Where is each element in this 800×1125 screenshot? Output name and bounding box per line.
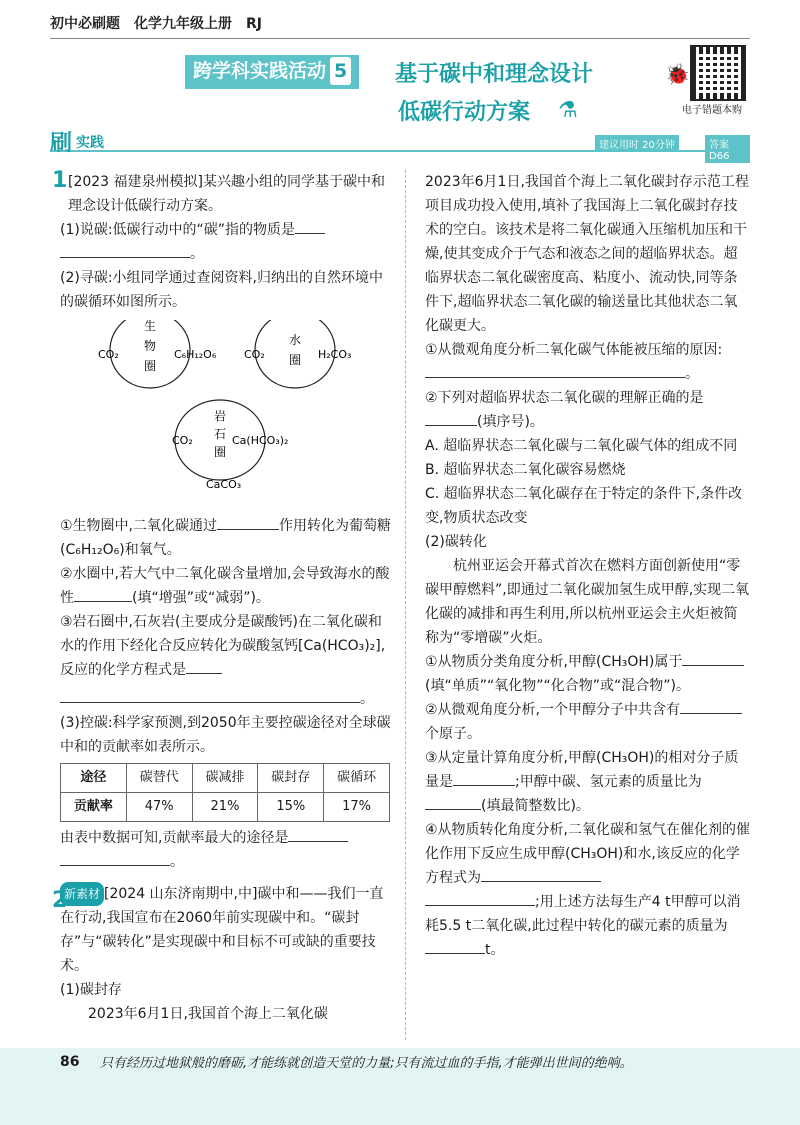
q2-b1-text: ①从物质分类角度分析,甲醇(CH₃OH)属于 (425, 654, 683, 670)
rock-label-1: 岩 (214, 409, 227, 423)
q2-para1-start: 2023年6月1日,我国首个海上二氧化碳 (88, 1006, 328, 1022)
q2-b2 (425, 698, 750, 746)
page-number: 86 (60, 1054, 80, 1070)
table-cell: 碳替代 (126, 764, 192, 793)
q2-a1-text: ①从微观角度分析二氧化碳气体能被压缩的原因: (425, 342, 723, 358)
answer-blank[interactable] (425, 953, 485, 954)
h2co3-label: H₂CO₃ (318, 348, 352, 361)
q2-b1 (425, 650, 750, 698)
table-cell: 47% (126, 793, 192, 822)
bio-label-3: 圈 (144, 359, 157, 373)
q1-sub1-text: ①生物圈中,二氧化碳通过 (60, 518, 218, 534)
section-bar (50, 128, 750, 162)
section-label: 实践 (76, 135, 104, 151)
q1-sub3-text: ③岩石圈中,石灰岩(主要成分是碳酸钙)在二氧化碳和水的作用下经化合反应转化为碳酸氢钙[Ca(HCO₃)₂],反应的化学方程式是 (60, 614, 386, 678)
q2-b3-mid: ;甲醇中碳、氢元素的质量比为 (515, 774, 702, 790)
q1-part2: (2)寻碳:小组同学通过查阅资料,归纳出的自然环境中的碳循环如图所示。 (60, 270, 383, 310)
answer-blank[interactable] (680, 713, 742, 714)
answer-blank[interactable] (481, 881, 601, 882)
answer-blank[interactable] (60, 257, 190, 258)
footer-motto: 只有经历过地狱般的磨砺,才能练就创造天堂的力量;只有流过血的手指,才能弹出世间的绝响。 (100, 1056, 633, 1071)
q1-sub2-tail: (填“增强”或“减弱”)。 (132, 590, 270, 606)
q2-intro-text: [2024 山东济南期中,中]碳中和——我们一直在行动,我国宣布在2060年前实现碳中和。“碳封存”与“碳转化”是实现碳中和目标不可或缺的重要技术。 (60, 886, 384, 974)
q2-b2-tail: 个原子。 (425, 726, 481, 742)
answer-blank[interactable] (217, 529, 279, 530)
question-1-number: 1 (52, 168, 68, 193)
qr-code-icon[interactable] (690, 45, 746, 101)
q2-b4-tail: t。 (485, 942, 505, 958)
q2-b1-tail: (填“单质”“氧化物”“化合物”或“混合物”)。 (425, 678, 690, 694)
answer-blank[interactable] (425, 377, 685, 378)
q2-a2-text: ②下列对超临界状态二氧化碳的理解正确的是 (425, 390, 704, 406)
q2-b4 (425, 818, 750, 962)
title-line-1: 基于碳中和理念设计 (395, 62, 594, 87)
answer-blank[interactable] (60, 865, 170, 866)
q2-b4-mid: ;用上述方法每生产4 t甲醇可以消耗5.5 t二氧化碳,此过程中转化的碳元素的质量为 (425, 894, 741, 934)
water-label-1: 水 (289, 333, 302, 347)
q1-part1-text: (1)说碳:低碳行动中的“碳”指的物质是 (60, 222, 296, 238)
answer-blank[interactable] (74, 601, 132, 602)
table-cell: 碳封存 (258, 764, 324, 793)
answer-blank[interactable] (186, 673, 222, 674)
q2-b3 (425, 746, 750, 818)
bug-icon: 🐞 (665, 62, 690, 86)
table-header-row (61, 764, 390, 793)
caco3-label: CaCO₃ (206, 478, 242, 491)
page-header (0, 0, 800, 40)
period: 。 (170, 854, 184, 870)
left-column (60, 170, 395, 1026)
answer-blank[interactable] (425, 905, 535, 906)
q2-a2-tail: (填序号)。 (477, 414, 544, 430)
q2-para1: 2023年6月1日,我国首个海上二氧化碳封存示范工程项目成功投入使用,填补了我国海上二氧化碳封存技术的空白。该技术是将二氧化碳通入压缩机加压和干燥,使其变成介于气态和液态之间的超临界状态。超临界状态二氧化碳密度高、粘度小、流动快,同等条件下,超临界状态二氧化碳的输送量比其他状态二氧化碳更大。 (425, 174, 749, 334)
answer-blank[interactable] (453, 785, 515, 786)
period: 。 (190, 246, 204, 262)
cahco3-label: Ca(HCO₃)₂ (232, 434, 289, 447)
q2-b3-text: ③从定量计算角度分析,甲醇(CH₃OH)的相对分子质量是 (425, 750, 739, 790)
q2-b4-text: ④从物质转化角度分析,二氧化碳和氢气在催化剂的催化作用下反应生成甲醇(CH₃OH)和水,该反应的化学方程式为 (425, 822, 750, 886)
section-big-char: 刷 (50, 131, 73, 156)
right-column (425, 170, 750, 962)
rock-label-2: 石 (214, 427, 227, 441)
q2-a2 (425, 386, 750, 434)
q1-part4 (60, 826, 395, 874)
bio-label-1: 生 (144, 320, 157, 333)
q1-sub3 (60, 610, 395, 711)
q2-sub1-heading: (1)碳封存 (60, 982, 122, 998)
table-cell: 碳减排 (192, 764, 258, 793)
co2-label: CO₂ (244, 348, 265, 361)
q2-sub2-heading: (2)碳转化 (425, 534, 487, 550)
option-b: B. 超临界状态二氧化碳容易燃烧 (425, 462, 626, 478)
q1-sub2-text: ②水圈中,若大气中二氧化碳含量增加,会导致海水的酸性 (60, 566, 390, 606)
table-row (61, 793, 390, 822)
suggested-time: 建议用时 20分钟 (595, 135, 679, 152)
period: 。 (360, 691, 374, 707)
q2-para2: 杭州亚运会开幕式首次在燃料方面创新使用“零碳甲醇燃料”,即通过二氧化碳加氢生成甲醇,实现二氧化碳的减排和再生利用,所以杭州亚运会主火炬被简称为“零增碳”火炬。 (425, 558, 750, 646)
test-tubes-icon: ⚗ (558, 98, 578, 123)
table-cell: 17% (324, 793, 390, 822)
period: 。 (685, 366, 699, 382)
q1-sub1-tail: 作用转化为葡萄糖(C₆H₁₂O₆)和氧气。 (60, 518, 392, 558)
page-footer (0, 1048, 800, 1125)
q1-part1 (60, 218, 395, 266)
activity-number: 5 (330, 57, 351, 85)
activity-tag-label: 跨学科实践活动 (193, 60, 327, 82)
header-text: 初中必刷题 化学九年级上册 RJ (50, 16, 262, 32)
carbon-cycle-diagram (60, 320, 390, 500)
q1-intro: [2023 福建泉州模拟]某兴趣小组的同学基于碳中和理念设计低碳行动方案。 (68, 174, 386, 214)
q2-a1 (425, 338, 750, 386)
answer-page: 答案 D66 (705, 135, 750, 163)
table-cell: 碳循环 (324, 764, 390, 793)
answer-blank[interactable] (682, 665, 744, 666)
q2-intro (60, 882, 395, 978)
title-line-2: 低碳行动方案 (398, 100, 531, 125)
answer-blank[interactable] (425, 425, 477, 426)
answer-blank[interactable] (425, 809, 481, 810)
column-divider (405, 170, 406, 1040)
glucose-label: C₆H₁₂O₆ (174, 348, 217, 361)
table-cell: 21% (192, 793, 258, 822)
new-material-tag: 新素材 (60, 882, 104, 906)
rock-label-3: 圈 (214, 445, 227, 459)
table-cell: 途径 (61, 764, 127, 793)
answer-blank[interactable] (295, 233, 325, 234)
q2-b3-tail: (填最简整数比)。 (481, 798, 590, 814)
q1-part3: (3)控碳:科学家预测,到2050年主要控碳途径对全球碳中和的贡献率如表所示。 (60, 715, 391, 755)
answer-blank[interactable] (288, 841, 348, 842)
option-c: C. 超临界状态二氧化碳存在于特定的条件下,条件改变,物质状态改变 (425, 486, 743, 526)
co2-label: CO₂ (98, 348, 119, 361)
header-rule (50, 38, 750, 39)
q1-sub1 (60, 514, 395, 562)
bio-label-2: 物 (144, 339, 157, 353)
table-cell: 贡献率 (61, 793, 127, 822)
answer-blank[interactable] (60, 682, 360, 703)
q1-sub2 (60, 562, 395, 610)
co2-label: CO₂ (172, 434, 193, 447)
activity-tag (185, 55, 359, 89)
contribution-table (60, 763, 390, 822)
question-2-number: 2 (52, 888, 68, 913)
q2-b2-text: ②从微观角度分析,一个甲醇分子中共含有 (425, 702, 680, 718)
option-a: A. 超临界状态二氧化碳与二氧化碳气体的组成不同 (425, 438, 738, 454)
q1-part4-text: 由表中数据可知,贡献率最大的途径是 (60, 830, 289, 846)
water-label-2: 圈 (289, 353, 302, 367)
qr-label: 电子错题本购 (682, 105, 742, 116)
table-cell: 15% (258, 793, 324, 822)
